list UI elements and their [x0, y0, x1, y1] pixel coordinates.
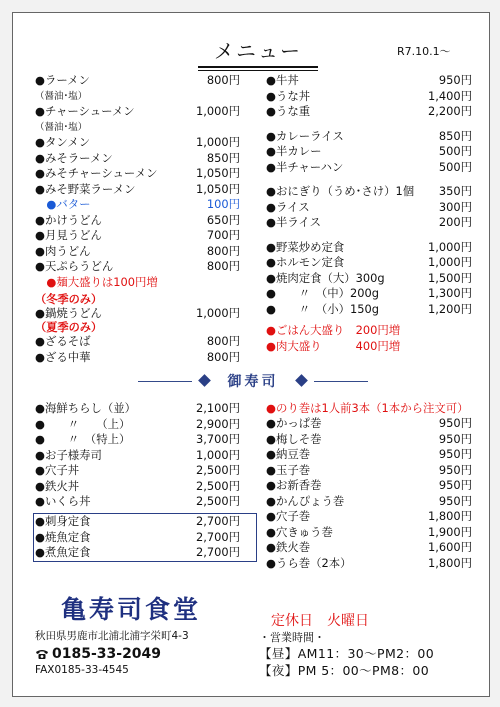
menu-item-name: ●半カレー — [266, 144, 322, 158]
menu-page — [12, 12, 490, 697]
lunch-hours: 【昼】AM11：30～PM2：00 — [259, 646, 435, 661]
menu-item-name: ●いくら丼 — [35, 494, 91, 508]
menu-item-name: ●麺大盛りは100円増 — [35, 274, 158, 289]
menu-item-price: 300円 — [438, 199, 472, 214]
menu-item — [266, 240, 472, 256]
menu-item — [266, 416, 472, 432]
menu-item — [266, 463, 472, 479]
page-title: メニュー — [214, 39, 302, 63]
menu-item — [266, 73, 472, 89]
norimaki-note: ●のり巻は1人前3本（1本から注文可） — [266, 401, 469, 415]
menu-item-name: ●お子様寿司 — [35, 447, 102, 462]
menu-item-price: 2,500円 — [196, 494, 240, 508]
menu-item — [266, 160, 472, 176]
spacer — [266, 175, 472, 184]
menu-item — [35, 479, 240, 495]
menu-item-name: ●みそ野菜ラーメン — [35, 181, 136, 196]
menu-item-name: ● 〃 （中）200g — [266, 286, 379, 300]
divider-line-right — [314, 381, 368, 382]
menu-item — [35, 545, 240, 561]
menu-item-name: ●海鮮ちらし（並） — [35, 401, 137, 415]
shop-address: 秋田県男鹿市北浦北浦字栄町4-3 — [35, 630, 189, 642]
menu-item-name: ●穴子巻 — [266, 509, 311, 523]
menu-item-price: 1,000円 — [428, 255, 472, 269]
menu-item-price: 950円 — [438, 431, 472, 446]
menu-item-price: 700円 — [206, 228, 240, 242]
menu-item — [266, 432, 472, 448]
menu-item — [35, 182, 240, 198]
menu-item — [35, 401, 240, 417]
menu-item-price: 1,000円 — [196, 135, 240, 149]
menu-item-price: 950円 — [438, 447, 472, 461]
menu-item — [35, 228, 240, 244]
menu-item-price: 650円 — [206, 212, 240, 227]
menu-item — [266, 494, 472, 510]
menu-item — [266, 447, 472, 463]
menu-item — [35, 448, 240, 464]
closed-day: 定休日 火曜日 — [271, 613, 369, 629]
telephone-icon — [35, 648, 49, 660]
menu-right-column — [266, 73, 472, 354]
title-underline-thin — [198, 70, 318, 71]
diamond-right-icon — [295, 374, 308, 387]
menu-item — [35, 120, 240, 136]
menu-item-name: ●ざる中華 — [35, 349, 91, 364]
menu-item-price: 2,700円 — [196, 545, 240, 559]
menu-item — [35, 135, 240, 151]
menu-item-price: 1,200円 — [428, 301, 472, 316]
sushi-right-column — [266, 416, 472, 571]
menu-item-name: ●穴子丼 — [35, 463, 80, 477]
menu-item — [266, 215, 472, 231]
menu-item-price: 1,800円 — [428, 509, 472, 523]
teishoku-items — [35, 514, 240, 561]
shop-fax: FAX0185-33-4545 — [35, 664, 129, 676]
menu-item-name: ●お新香巻 — [266, 478, 322, 492]
menu-item-price: 2,200円 — [428, 104, 472, 118]
menu-item-name: ●野菜炒め定食 — [266, 239, 345, 254]
menu-item-name: ●牛丼 — [266, 73, 299, 87]
menu-item-name: ●かんぴょう巻 — [266, 493, 345, 508]
menu-item-name: ●うら巻（2本） — [266, 555, 352, 570]
sushi-section-divider — [138, 369, 368, 393]
shop-telephone — [35, 646, 161, 662]
menu-item — [35, 151, 240, 167]
menu-item-price: 3,700円 — [196, 432, 240, 446]
menu-item-price: 1,900円 — [428, 524, 472, 539]
menu-item-name: ●穴きゅう巻 — [266, 524, 333, 539]
menu-item-price: 500円 — [438, 144, 472, 158]
summer-items — [35, 334, 240, 365]
menu-item — [266, 200, 472, 216]
menu-item-price: 500円 — [438, 159, 472, 174]
menu-item-price: 800円 — [206, 334, 240, 348]
menu-item-name: ●うな重 — [266, 104, 311, 118]
menu-item-price: 2,700円 — [196, 529, 240, 544]
menu-item — [266, 271, 472, 287]
menu-item-price: 800円 — [206, 259, 240, 273]
menu-item-price: 350円 — [438, 184, 472, 198]
spacer — [266, 231, 472, 240]
menu-item-price: 1,400円 — [428, 88, 472, 103]
menu-item — [35, 350, 240, 366]
menu-item-name: ●みそラーメン — [35, 150, 113, 165]
menu-item — [266, 89, 472, 105]
menu-item-price: 1,000円 — [196, 447, 240, 462]
menu-item-name: ●月見うどん — [35, 228, 102, 242]
menu-item-name: ●焼肉定食（大）300g — [266, 270, 385, 285]
menu-item-name: （醤油･塩） — [35, 121, 88, 133]
menu-item-name: ●ざるそば — [35, 334, 91, 348]
menu-item — [266, 129, 472, 145]
menu-item-price: 800円 — [206, 243, 240, 258]
menu-item-price: 2,500円 — [196, 478, 240, 493]
sushi-section-title: 御寿司 — [227, 374, 279, 390]
menu-item-name: ●みそチャーシューメン — [35, 166, 158, 180]
menu-item — [35, 432, 240, 448]
menu-item — [35, 73, 240, 89]
menu-item-name: ●かっぱ巻 — [266, 416, 322, 430]
shop-name: 亀寿司食堂 — [61, 595, 202, 624]
menu-item-name: ●梅しそ巻 — [266, 431, 322, 446]
spacer — [266, 120, 472, 129]
menu-item — [266, 184, 472, 200]
menu-item-price: 200円 — [438, 215, 472, 229]
menu-item-name: ●ホルモン定食 — [266, 255, 345, 269]
menu-item-price: 1,600円 — [428, 540, 472, 554]
menu-item — [35, 514, 240, 530]
menu-item-name: ●うな丼 — [266, 88, 311, 103]
menu-item-name: ● 〃 （小）150g — [266, 301, 379, 316]
menu-item — [35, 104, 240, 120]
menu-item — [266, 255, 472, 271]
title-underline — [198, 66, 318, 68]
menu-item — [266, 323, 472, 339]
menu-item — [35, 530, 240, 546]
menu-item — [266, 478, 472, 494]
menu-item — [35, 259, 240, 275]
menu-item — [266, 286, 472, 302]
menu-item — [266, 525, 472, 541]
menu-item-price: 950円 — [438, 493, 472, 508]
menu-item — [266, 144, 472, 160]
divider-line-left — [138, 381, 192, 382]
menu-item-price: 1,800円 — [428, 555, 472, 570]
summer-only-header: （夏季のみ） — [35, 321, 103, 334]
menu-item-name: ●バター — [35, 197, 91, 211]
menu-item-name: ●ラーメン — [35, 73, 90, 87]
menu-item — [266, 540, 472, 556]
menu-item-price: 2,500円 — [196, 463, 240, 477]
menu-item-name: ●タンメン — [35, 135, 91, 149]
menu-item-name: ●鉄火丼 — [35, 478, 80, 493]
menu-item — [266, 509, 472, 525]
menu-item-price: 1,050円 — [196, 166, 240, 180]
effective-date: R7.10.1～ — [397, 45, 451, 58]
menu-item-name: ● 〃 （特上） — [35, 432, 131, 446]
menu-item-name: ●天ぷらうどん — [35, 259, 114, 273]
menu-item-name: ●焼魚定食 — [35, 529, 91, 544]
menu-item — [266, 302, 472, 318]
menu-item-name: ●カレーライス — [266, 128, 344, 143]
menu-item — [35, 244, 240, 260]
menu-item-name: ●ライス — [266, 199, 310, 214]
menu-title-block — [198, 35, 318, 71]
menu-item-price: 1,000円 — [196, 104, 240, 118]
menu-item-price: 1,300円 — [428, 286, 472, 300]
tel-number: 0185-33-2049 — [52, 646, 162, 662]
menu-item-price: 1,500円 — [428, 270, 472, 285]
menu-item-price: 100円 — [206, 197, 240, 211]
menu-item-name: ●煮魚定食 — [35, 545, 91, 559]
menu-item-name: ●ごはん大盛り 200円増 — [266, 323, 401, 337]
menu-item — [266, 339, 472, 355]
menu-item-price: 950円 — [438, 478, 472, 492]
menu-item — [266, 556, 472, 572]
menu-item-price: 800円 — [206, 73, 240, 87]
menu-item — [35, 275, 240, 291]
menu-item-name: ●鉄火巻 — [266, 540, 311, 554]
winter-only-header: （冬季のみ） — [35, 293, 103, 306]
dinner-hours: 【夜】PM 5：00～PM8：00 — [259, 663, 430, 678]
menu-item-price: 2,100円 — [196, 401, 240, 415]
menu-item-name: ●半ライス — [266, 215, 322, 229]
menu-item — [35, 494, 240, 510]
menu-item-name: （醤油･塩） — [35, 90, 88, 102]
menu-item-price: 950円 — [438, 462, 472, 477]
menu-item-price: 2,700円 — [196, 514, 240, 528]
menu-item-price: 950円 — [438, 73, 472, 87]
menu-item — [35, 197, 240, 213]
menu-item-name: ● 〃 （上） — [35, 416, 131, 431]
menu-item — [35, 417, 240, 433]
menu-item-price: 1,000円 — [196, 306, 240, 320]
menu-item-name: ●肉うどん — [35, 243, 91, 258]
menu-item-name: ●玉子巻 — [266, 462, 311, 477]
menu-item-name: ●肉大盛り 400円増 — [266, 338, 401, 353]
menu-item — [35, 89, 240, 105]
menu-item-name: ●半チャーハン — [266, 159, 344, 174]
menu-item-name: ●刺身定食 — [35, 514, 91, 528]
menu-item-price: 2,900円 — [196, 416, 240, 431]
business-hours-label: ・営業時間・ — [259, 631, 325, 644]
menu-item-price: 850円 — [206, 150, 240, 165]
sushi-left-column — [35, 401, 240, 510]
menu-item-name: ●チャーシューメン — [35, 104, 135, 118]
menu-item — [266, 104, 472, 120]
menu-item-name: ●かけうどん — [35, 212, 102, 227]
menu-item — [35, 213, 240, 229]
menu-item-price: 800円 — [206, 349, 240, 364]
menu-left-column — [35, 73, 240, 290]
menu-item — [35, 463, 240, 479]
menu-item-name: ●納豆巻 — [266, 447, 311, 461]
menu-item-price: 950円 — [438, 416, 472, 430]
diamond-left-icon — [198, 374, 211, 387]
menu-item-price: 1,000円 — [428, 239, 472, 254]
menu-item-name: ●鍋焼うどん — [35, 306, 102, 320]
menu-item-price: 850円 — [438, 128, 472, 143]
menu-item-name: ●おにぎり（うめ･さけ）1個 — [266, 184, 415, 198]
menu-item — [35, 334, 240, 350]
menu-item-price: 1,050円 — [196, 181, 240, 196]
menu-item — [35, 166, 240, 182]
